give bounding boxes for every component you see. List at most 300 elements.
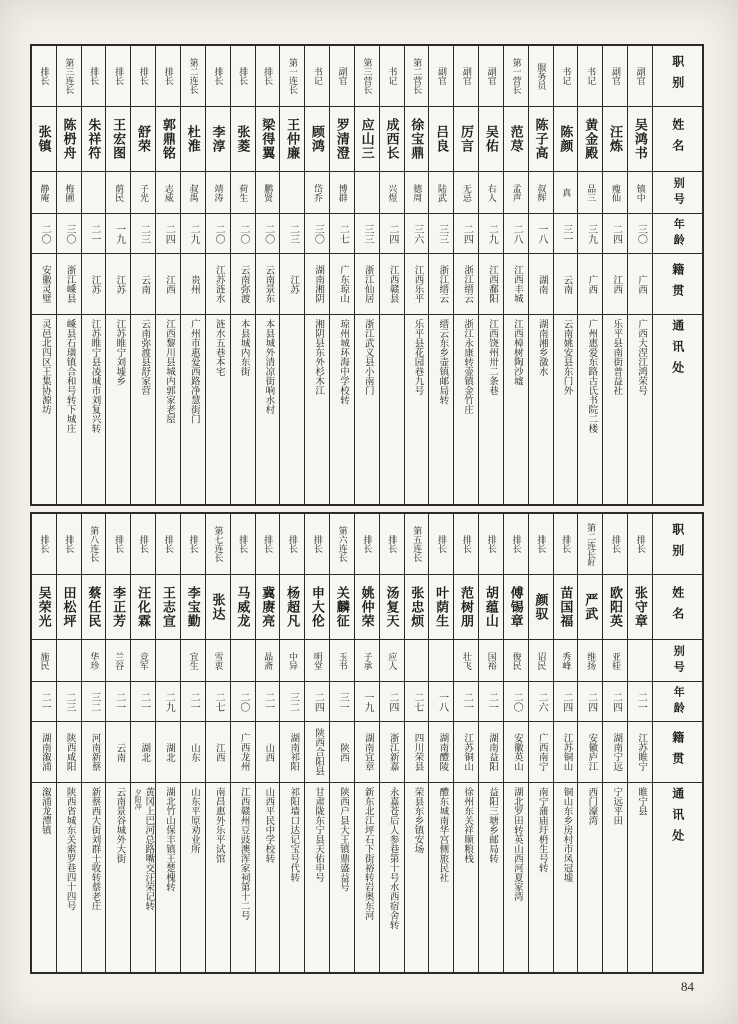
cell-origin: 安徽灵璧 [32, 254, 56, 315]
header-column [652, 46, 702, 504]
cell-position: 副官 [454, 46, 478, 107]
cell-origin: 安徽庐江 [578, 722, 602, 783]
cell-position: 第二连长附 [578, 514, 602, 575]
cell-name: 李正芳 [106, 575, 130, 640]
cell-origin: 广西南宁 [529, 722, 553, 783]
cell-age: 二三 [57, 682, 81, 722]
cell-name: 颜驭 [529, 575, 553, 640]
cell-age: 二九 [479, 214, 503, 254]
header-position: 职别 [653, 514, 702, 575]
cell-origin: 江西鄱阳 [479, 254, 503, 315]
cell-age: 二四 [380, 214, 404, 254]
cell-name: 马威龙 [231, 575, 255, 640]
cell-address: 广西大涅江鸿荣号 [636, 319, 647, 395]
table-column [130, 46, 155, 504]
cell-name: 陈颜 [554, 107, 578, 172]
cell-age: 二六 [529, 682, 553, 722]
cell-name: 陈枬舟 [57, 107, 81, 172]
cell-name: 汤复天 [380, 575, 404, 640]
cell-position: 排长 [256, 46, 280, 107]
cell-address: 山东平原劝业所 [188, 787, 199, 854]
cell-address: 山西平民中学校转 [263, 787, 274, 863]
cell-name: 欧阳英 [603, 575, 627, 640]
cell-age: 二三 [131, 214, 155, 254]
table-column [553, 46, 578, 504]
cell-position: 第一连长 [280, 46, 304, 107]
cell-position: 排长 [280, 514, 304, 575]
cell-name: 冀赓亮 [256, 575, 280, 640]
table-column [428, 514, 453, 972]
cell-alias: 博群 [330, 172, 354, 214]
cell-age: 三六 [405, 214, 429, 254]
cell-origin: 陕西 [330, 722, 354, 783]
cell-alias [355, 172, 379, 214]
cell-name: 范荩 [504, 107, 528, 172]
cell-alias: 靖涛 [206, 172, 230, 214]
cell-alias: 荫民 [106, 172, 130, 214]
cell-name: 胡蕴山 [479, 575, 503, 640]
cell-age: 二一 [256, 682, 280, 722]
cell-name: 黄金殿 [578, 107, 602, 172]
cell-position: 书记 [305, 46, 329, 107]
cell-address: 新蔡西大街刘群士收转蔡老庄 [89, 787, 100, 911]
cell-address: 江西饶州卅二条巷 [487, 319, 497, 395]
cell-position: 排长 [156, 46, 180, 107]
cell-position: 排长 [156, 514, 180, 575]
cell-position: 排长 [32, 514, 56, 575]
table-column [503, 514, 528, 972]
cell-origin: 陕西合阳县 [305, 722, 329, 783]
cell-address: 南宁蒲庙圩枬生号转 [536, 787, 547, 873]
cell-age: 三二 [82, 682, 106, 722]
cell-origin: 湖南 [529, 254, 553, 315]
header-address: 通讯处 [670, 787, 685, 850]
cell-position: 排长 [628, 514, 652, 575]
table-column [130, 514, 155, 972]
cell-position: 排长 [454, 514, 478, 575]
cell-origin: 江苏铜山 [554, 722, 578, 783]
cell-alias: 玉书 [330, 640, 354, 682]
cell-origin: 江西 [206, 722, 230, 783]
cell-age: 二一 [32, 682, 56, 722]
table-column [32, 46, 56, 504]
cell-age: 二〇 [206, 214, 230, 254]
cell-alias [280, 172, 304, 214]
cell-position: 副官 [429, 46, 453, 107]
cell-address: 琼州城环海中学校转 [337, 319, 348, 405]
cell-position: 副官 [479, 46, 503, 107]
cell-alias: 宜生 [181, 640, 205, 682]
cell-origin: 江苏 [280, 254, 304, 315]
cell-address: 涟水五巷本宅 [213, 319, 224, 376]
cell-age: 二四 [156, 214, 180, 254]
table-column [577, 46, 602, 504]
cell-position: 书记 [578, 46, 602, 107]
cell-origin: 广西 [578, 254, 602, 315]
cell-alias [57, 640, 81, 682]
cell-address: 徐州东关祥顺粮栈 [462, 787, 473, 863]
cell-address: 浙江永康转壶镇金竹庄 [462, 319, 473, 414]
table-column [453, 46, 478, 504]
cell-address: 醴东城南华宫侧旅民社 [437, 787, 448, 882]
table-column [354, 46, 379, 504]
cell-alias: 右人 [479, 172, 503, 214]
cell-origin: 浙江仙居 [355, 254, 379, 315]
cell-name: 应山三 [355, 107, 379, 172]
cell-age: 二一 [82, 214, 106, 254]
table-column [155, 514, 180, 972]
cell-address [280, 315, 304, 504]
cell-alias [82, 172, 106, 214]
cell-alias: 子光 [131, 172, 155, 214]
cell-name: 田松坪 [57, 575, 81, 640]
cell-alias: 无忌 [454, 172, 478, 214]
cell-name: 梁得翼 [256, 107, 280, 172]
cell-address: 嵊县石璜镇合和号转下城庄 [64, 319, 75, 433]
header-origin: 籍贯 [653, 722, 702, 783]
cell-name: 张忠烦 [405, 575, 429, 640]
cell-name: 申大伦 [305, 575, 329, 640]
cell-alias [231, 640, 255, 682]
cell-alias: 瘦仙 [603, 172, 627, 214]
table-column [627, 514, 652, 972]
table-column [453, 514, 478, 972]
cell-position: 排长 [231, 46, 255, 107]
cell-alias [405, 640, 429, 682]
cell-address: 溆浦龙潭镇 [39, 787, 50, 835]
roster-table-bottom [30, 512, 704, 974]
cell-address: 西门濠湾 [586, 787, 597, 825]
cell-origin: 陕西咸阳 [57, 722, 81, 783]
header-position: 职别 [653, 46, 702, 107]
cell-position: 排长 [206, 46, 230, 107]
cell-name: 张守章 [628, 575, 652, 640]
cell-address: 云南弥渡县舒家营 [139, 319, 150, 395]
cell-alias: 德周 [405, 172, 429, 214]
table-column [304, 46, 329, 504]
cell-age: 二四 [603, 214, 627, 254]
cell-origin: 湖南益阳 [479, 722, 503, 783]
table-column [230, 514, 255, 972]
cell-position: 副官 [603, 46, 627, 107]
cell-address: 睢宁县 [636, 787, 647, 816]
table-column [279, 46, 304, 504]
table-column [56, 46, 81, 504]
cell-alias: 诏民 [529, 640, 553, 682]
cell-address: 陕西户县大王镇鼎盛益号 [337, 787, 348, 892]
cell-alias: 国裕 [479, 640, 503, 682]
cell-address: 本县城外清凉街响水村 [263, 319, 274, 414]
cell-alias: 岱乔 [305, 172, 329, 214]
table-column [56, 514, 81, 972]
cell-address: 江西黎川县城内郭家老屋 [164, 319, 175, 424]
cell-origin: 云南景东 [256, 254, 280, 315]
cell-origin: 安徽英山 [504, 722, 528, 783]
cell-address: 南昌惠外乐平试馆 [213, 787, 224, 863]
cell-name: 范树朋 [454, 575, 478, 640]
cell-address [380, 315, 404, 504]
cell-name: 吕良 [429, 107, 453, 172]
cell-origin: 湖南溆浦 [32, 722, 56, 783]
cell-age: 二一 [454, 682, 478, 722]
cell-origin: 湖北 [131, 722, 155, 783]
cell-address: 荣县东乡镇安场 [412, 787, 423, 854]
cell-age: 二四 [578, 682, 602, 722]
cell-age: 二〇 [231, 214, 255, 254]
cell-origin: 江西赣县 [380, 254, 404, 315]
table-column [577, 514, 602, 972]
table-column [478, 514, 503, 972]
cell-age: 二四 [554, 682, 578, 722]
table-column [279, 514, 304, 972]
cell-alias: 竞军 [131, 640, 155, 682]
cell-age: 二一 [479, 682, 503, 722]
cell-name: 陈子高 [529, 107, 553, 172]
cell-name: 汪炼 [603, 107, 627, 172]
cell-position: 排长 [181, 514, 205, 575]
cell-origin: 云南 [554, 254, 578, 315]
cell-position: 排长 [380, 514, 404, 575]
cell-name: 严武 [578, 575, 602, 640]
cell-address: 江西赣州豆豉澳浑家祠第十二号 [238, 787, 249, 920]
header-address: 通讯处 [670, 319, 685, 382]
cell-position: 第五连长 [405, 514, 429, 575]
cell-age: 二〇 [231, 682, 255, 722]
cell-address: 夕阳冲 黄冈上巴河总路嘴交汪荣记转 [134, 787, 154, 911]
cell-position: 排长 [529, 514, 553, 575]
header-age: 年龄 [653, 682, 702, 722]
cell-name: 张镇 [32, 107, 56, 172]
cell-age: 一九 [106, 214, 130, 254]
cell-address: 湖南湘乡潋水 [536, 319, 547, 376]
cell-position: 排长 [231, 514, 255, 575]
cell-alias: 华珍 [82, 640, 106, 682]
table-column [379, 514, 404, 972]
cell-position: 排长 [106, 514, 130, 575]
cell-position: 服务员 [529, 46, 553, 107]
cell-position: 排长 [355, 514, 379, 575]
cell-origin: 山西 [256, 722, 280, 783]
cell-position: 排长 [106, 46, 130, 107]
cell-name: 关麟征 [330, 575, 354, 640]
cell-origin: 广东琼山 [330, 254, 354, 315]
cell-origin: 江苏睢宁 [628, 722, 652, 783]
cell-position: 第六连长 [330, 514, 354, 575]
cell-origin: 浙江缙云 [429, 254, 453, 315]
cell-alias: 雪衷 [206, 640, 230, 682]
table-column [503, 46, 528, 504]
cell-alias: 梅圃 [57, 172, 81, 214]
cell-position: 排长 [554, 514, 578, 575]
cell-origin: 湖南宜章 [355, 722, 379, 783]
roster-table-top [30, 44, 704, 506]
table-column [32, 514, 56, 972]
cell-address: 云南姚安县东门外 [561, 319, 572, 395]
cell-alias: 施民 [32, 640, 56, 682]
cell-position: 第三连长 [57, 46, 81, 107]
cell-age: 二一 [106, 682, 130, 722]
cell-position: 排长 [131, 514, 155, 575]
cell-alias: 孟声 [504, 172, 528, 214]
cell-age: 二一 [131, 682, 155, 722]
cell-address: 益阳三塘乡邮局转 [487, 787, 497, 863]
cell-position: 排长 [32, 46, 56, 107]
table-column [180, 46, 205, 504]
address-note: 夕阳冲 [134, 789, 143, 810]
cell-position: 第七连长 [206, 514, 230, 575]
cell-age: 二九 [181, 214, 205, 254]
table-column [478, 46, 503, 504]
cell-age: 三一 [554, 214, 578, 254]
cell-address: 灵邑北四区王集协源坊 [39, 319, 50, 414]
cell-age: 一八 [529, 214, 553, 254]
cell-alias: 壮飞 [454, 640, 478, 682]
cell-alias: 叔辉 [529, 172, 553, 214]
cell-position: 书记 [554, 46, 578, 107]
table-column [205, 514, 230, 972]
cell-origin: 云南 [131, 254, 155, 315]
cell-name: 李宝勤 [181, 575, 205, 640]
cell-alias: 品三 [578, 172, 602, 214]
cell-origin: 江苏铜山 [454, 722, 478, 783]
cell-alias: 兰谷 [106, 640, 130, 682]
header-column [652, 514, 702, 972]
cell-address: 广州惠爱东路古氏书院二楼 [586, 319, 597, 433]
cell-alias: 中异 [280, 640, 304, 682]
header-name: 姓名 [653, 107, 702, 172]
cell-age: 二四 [380, 682, 404, 722]
table-column [329, 514, 354, 972]
cell-position: 排长 [603, 514, 627, 575]
cell-alias: 秀峰 [554, 640, 578, 682]
table-column [627, 46, 652, 504]
cell-origin: 江苏 [106, 254, 130, 315]
cell-origin: 湖北 [156, 722, 180, 783]
cell-origin: 山东 [181, 722, 205, 783]
table-column [528, 514, 553, 972]
cell-alias: 叔禹 [181, 172, 205, 214]
cell-alias: 亚桂 [603, 640, 627, 682]
cell-origin: 浙江嵊县 [57, 254, 81, 315]
cell-alias: 子承 [355, 640, 379, 682]
cell-address: 江苏睢宁刘墟乡 [114, 319, 125, 386]
table-column [304, 514, 329, 972]
cell-name: 张菱 [231, 107, 255, 172]
cell-address: 湘阴县东外杉木江 [313, 319, 324, 395]
cell-position: 副官 [330, 46, 354, 107]
table-column [602, 46, 627, 504]
table-column [155, 46, 180, 504]
cell-name: 厉言 [454, 107, 478, 172]
cell-name: 杨超凡 [280, 575, 304, 640]
cell-name: 蔡任民 [82, 575, 106, 640]
table-column [379, 46, 404, 504]
cell-origin: 江西 [156, 254, 180, 315]
table-column [180, 514, 205, 972]
cell-address: 浙江武义县小南门 [362, 319, 373, 395]
cell-address: 本县城内东街 [238, 319, 249, 376]
cell-age: 三一 [330, 682, 354, 722]
table-column [81, 46, 106, 504]
cell-age: 二〇 [256, 214, 280, 254]
position-note: 附 [587, 558, 596, 566]
cell-origin: 贵州 [181, 254, 205, 315]
cell-name: 叶荫生 [429, 575, 453, 640]
cell-alias: 静庵 [32, 172, 56, 214]
cell-alias: 俊民 [504, 640, 528, 682]
table-column [255, 46, 280, 504]
table-column [105, 514, 130, 972]
header-origin: 籍贯 [653, 254, 702, 315]
cell-alias: 真 [554, 172, 578, 214]
cell-address: 乐平县南街普益社 [611, 319, 622, 395]
cell-name: 吴佑 [479, 107, 503, 172]
cell-alias: 明堂 [305, 640, 329, 682]
cell-alias: 鹏贤 [256, 172, 280, 214]
cell-address: 湖北罗田转英山西河夏家湾 [511, 787, 522, 901]
table-column [553, 514, 578, 972]
header-alias: 别号 [653, 172, 702, 214]
cell-address: 广州市惠爱西路净慧街门 [188, 319, 199, 424]
cell-age: 一八 [429, 682, 453, 722]
header-age: 年龄 [653, 214, 702, 254]
cell-name: 王宏图 [106, 107, 130, 172]
cell-position: 第一营长 [504, 46, 528, 107]
cell-age: 二一 [181, 682, 205, 722]
cell-address: 甘肃陇东宁县天佑申号 [313, 787, 324, 882]
cell-name: 顾鸿 [305, 107, 329, 172]
cell-age: 二九 [156, 682, 180, 722]
cell-name: 吴鸿书 [628, 107, 652, 172]
table-column [205, 46, 230, 504]
cell-address: 宁远平田 [611, 787, 622, 825]
cell-age: 二四 [305, 682, 329, 722]
table-column [329, 46, 354, 504]
cell-name: 杜淮 [181, 107, 205, 172]
cell-origin: 河南新蔡 [82, 722, 106, 783]
cell-name: 罗清澄 [330, 107, 354, 172]
cell-name: 成西长 [380, 107, 404, 172]
cell-address: 湖北竹山保丰镇王楚槐转 [164, 787, 175, 892]
cell-address: 云南景谷城外大街 [114, 787, 125, 863]
header-name: 姓名 [653, 575, 702, 640]
cell-position: 排长 [256, 514, 280, 575]
cell-name: 傅锡章 [504, 575, 528, 640]
cell-name: 朱祥符 [82, 107, 106, 172]
cell-age: 三〇 [57, 214, 81, 254]
cell-alias [628, 640, 652, 682]
cell-origin: 浙江新嘉 [380, 722, 404, 783]
cell-age: 二〇 [504, 682, 528, 722]
roster-tables [30, 44, 704, 974]
cell-alias: 陆武 [429, 172, 453, 214]
cell-address: 永嘉苍后人参巷第十号水西宿舍转 [387, 787, 398, 930]
cell-address: 新东北江坪石下街裕转岩奥东河 [362, 787, 373, 920]
table-column [230, 46, 255, 504]
cell-origin: 江西丰城 [504, 254, 528, 315]
cell-position: 排长 [479, 514, 503, 575]
table-column [404, 514, 429, 972]
cell-age: 二四 [603, 682, 627, 722]
cell-origin: 云南弥渡 [231, 254, 255, 315]
cell-position: 排长 [504, 514, 528, 575]
cell-position: 第三营长 [355, 46, 379, 107]
table-column [428, 46, 453, 504]
cell-origin: 湖南醴陵 [429, 722, 453, 783]
cell-origin: 湖南湘阴 [305, 254, 329, 315]
cell-age: 三三 [355, 214, 379, 254]
cell-name: 王志宣 [156, 575, 180, 640]
